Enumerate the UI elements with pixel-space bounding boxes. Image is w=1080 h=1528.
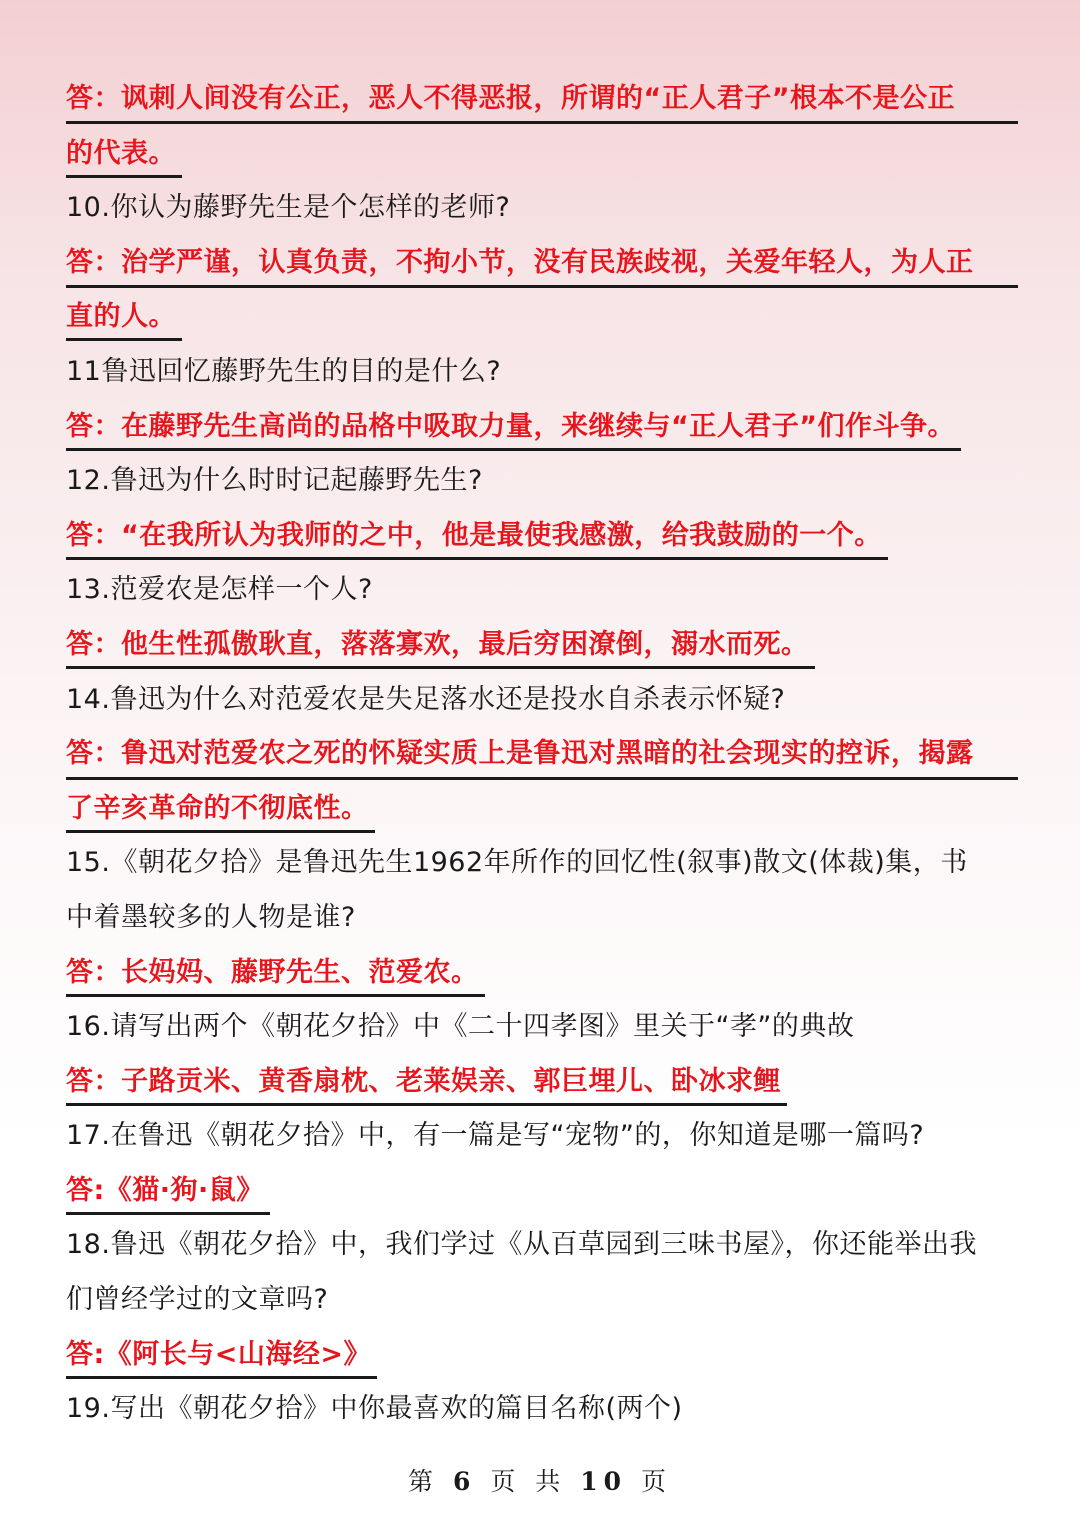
question-line: 17.在鲁迅《朝花夕拾》中，有一篇是写“宠物”的，你知道是哪一篇吗? xyxy=(66,1120,925,1152)
qa-content xyxy=(66,72,1018,1437)
total-page-number: 10 xyxy=(580,1467,628,1496)
question-line: 们曾经学过的文章吗? xyxy=(66,1284,329,1316)
question-line: 14.鲁迅为什么对范爱农是失足落水还是投水自杀表示怀疑? xyxy=(66,683,786,715)
answer-line: 了辛亥革命的不彻底性。 xyxy=(66,782,1018,837)
question-line: 19.写出《朝花夕拾》中你最喜欢的篇目名称(两个) xyxy=(66,1393,683,1425)
current-page-number: 6 xyxy=(452,1467,477,1496)
footer-suffix: 页 xyxy=(640,1467,672,1496)
footer-middle: 页 共 xyxy=(490,1467,567,1496)
question-line: 13.范爱农是怎样一个人? xyxy=(66,574,373,606)
answer-line: 答:《猫·狗·鼠》 xyxy=(66,1164,1018,1219)
page-footer xyxy=(0,1462,1080,1498)
question-line: 16.请写出两个《朝花夕拾》中《二十四孝图》里关于“孝”的典故 xyxy=(66,1011,855,1043)
question-line: 18.鲁迅《朝花夕拾》中，我们学过《从百草园到三味书屋》，你还能举出我 xyxy=(66,1229,977,1261)
answer-line: 答:《阿长与<山海经>》 xyxy=(66,1328,1018,1383)
answer-line: 直的人。 xyxy=(66,290,1018,345)
answer-line: 的代表。 xyxy=(66,127,1018,182)
answer-line: 答：子路贡米、黄香扇枕、老莱娱亲、郭巨埋儿、卧冰求鲤 xyxy=(66,1055,1018,1110)
answer-line: 答：治学严谨，认真负责，不拘小节，没有民族歧视，关爱年轻人，为人正 xyxy=(66,236,1018,291)
answer-line: 答：“在我所认为我师的之中，他是最使我感激，给我鼓励的一个。 xyxy=(66,509,1018,564)
answer-line: 答：鲁迅对范爱农之死的怀疑实质上是鲁迅对黑暗的社会现实的控诉，揭露 xyxy=(66,727,1018,782)
question-line: 11鲁迅回忆藤野先生的目的是什么? xyxy=(66,355,502,387)
question-line: 中着墨较多的人物是谁? xyxy=(66,901,356,933)
answer-line: 答：长妈妈、藤野先生、范爱农。 xyxy=(66,946,1018,1001)
question-line: 12.鲁迅为什么时时记起藤野先生? xyxy=(66,465,483,497)
answer-line: 答：讽刺人间没有公正，恶人不得恶报，所谓的“正人君子”根本不是公正 xyxy=(66,72,1018,127)
answer-line: 答：他生性孤傲耿直，落落寡欢，最后穷困潦倒，溺水而死。 xyxy=(66,618,1018,673)
question-line: 15.《朝花夕拾》是鲁迅先生1962年所作的回忆性(叙事)散文(体裁)集，书 xyxy=(66,847,968,879)
footer-prefix: 第 xyxy=(408,1467,440,1496)
question-line: 10.你认为藤野先生是个怎样的老师? xyxy=(66,192,511,224)
answer-line: 答：在藤野先生高尚的品格中吸取力量，来继续与“正人君子”们作斗争。 xyxy=(66,400,1018,455)
